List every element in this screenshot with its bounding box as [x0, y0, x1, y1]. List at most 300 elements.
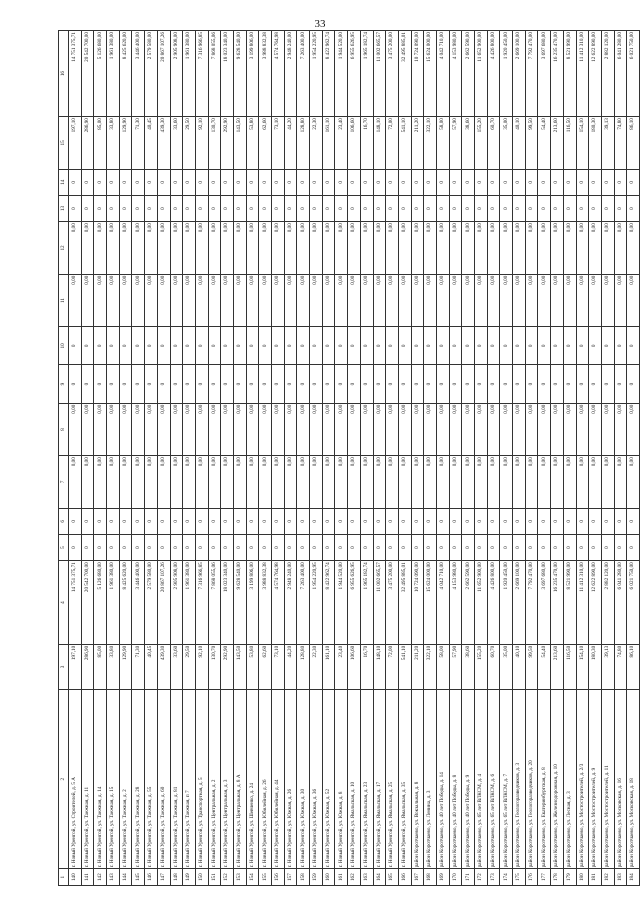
table-cell: 3 199 806,00	[246, 31, 259, 117]
table-cell: 0	[233, 195, 246, 221]
column-number: 14	[59, 169, 69, 195]
table-cell: 0,00	[627, 456, 640, 509]
table-cell: 0	[170, 169, 183, 195]
table-cell: 0	[525, 327, 538, 365]
table-cell: 0,00	[360, 456, 373, 509]
table-cell: 40,10	[513, 117, 526, 170]
table-cell: 2 948 240,00	[284, 31, 297, 117]
table-cell: 0	[538, 508, 551, 534]
table-cell: 8 422 962,74	[322, 31, 335, 117]
table-cell: 58,00	[436, 644, 449, 689]
table-cell: 0	[246, 195, 259, 221]
column-number: 15	[59, 117, 69, 170]
table-cell: 2 905 908,00	[170, 561, 183, 645]
column-number: 6	[59, 508, 69, 534]
table-cell: 0,00	[436, 274, 449, 327]
table-cell: 0,00	[373, 274, 386, 327]
table-cell: 74,80	[614, 117, 627, 170]
table-cell: 0,00	[551, 403, 564, 456]
table-cell: 180,30	[589, 644, 602, 689]
table-cell: 4 426 800,00	[487, 561, 500, 645]
table-row	[386, 31, 399, 886]
table-cell: 0,00	[310, 274, 323, 327]
table-cell: 40,45	[145, 644, 158, 689]
table-row	[284, 31, 297, 886]
table-cell: 0,00	[170, 222, 183, 275]
table-cell: 74,80	[614, 644, 627, 689]
table-cell: 151	[208, 869, 221, 886]
table-cell: 0	[69, 327, 82, 365]
table-cell: 0	[411, 169, 424, 195]
table-cell: 128,80	[297, 644, 310, 689]
table-cell: 0,00	[627, 403, 640, 456]
table-cell: 0	[424, 365, 437, 403]
table-cell: 0,00	[195, 403, 208, 456]
table-cell: 164	[373, 869, 386, 886]
table-cell: 0,00	[576, 403, 589, 456]
table-cell: 23,40	[335, 644, 348, 689]
table-cell: 0	[322, 195, 335, 221]
table-cell: 0	[360, 327, 373, 365]
table-cell: г. Новый Уренгой, ул. Южная, д. 30	[297, 690, 310, 869]
table-cell: 7 868 055,06	[208, 31, 221, 117]
table-cell: 85,00	[94, 644, 107, 689]
column-number: 11	[59, 274, 69, 327]
table-cell: район Коротчаево, ул. Лесная, д. 3	[563, 690, 576, 869]
table-cell: 60,70	[487, 644, 500, 689]
column-number: 3	[59, 644, 69, 689]
table-cell: 0,00	[538, 274, 551, 327]
table-cell: 292,90	[221, 644, 234, 689]
table-cell: 0	[449, 327, 462, 365]
table-cell: район Коротчаево, ул. Геологоразведчиков, д. 20	[525, 690, 538, 869]
table-cell: 145	[132, 869, 145, 886]
table-cell: 0,00	[525, 222, 538, 275]
table-cell: 0,00	[69, 403, 82, 456]
table-cell: 1 965 182,74	[360, 561, 373, 645]
table-cell: 0	[195, 534, 208, 560]
rotated-table-sheet	[58, 30, 636, 886]
table-cell: 211,20	[411, 117, 424, 170]
table-cell: 72,00	[386, 644, 399, 689]
table-cell: 146	[145, 869, 158, 886]
table-cell: 0,00	[272, 222, 285, 275]
table-cell: 6 955 626,95	[348, 31, 361, 117]
table-row	[627, 31, 640, 886]
table-row	[500, 31, 513, 886]
table-cell: 0,00	[563, 403, 576, 456]
table-cell: 0	[449, 508, 462, 534]
table-cell: 22,30	[310, 117, 323, 170]
table-cell: 16 235 470,00	[551, 561, 564, 645]
table-cell: 0	[107, 508, 120, 534]
table-cell: 174	[500, 869, 513, 886]
table-cell: 32 495 885,01	[398, 31, 411, 117]
table-cell: 0,00	[119, 222, 132, 275]
table-row	[462, 31, 475, 886]
table-cell: 0	[500, 169, 513, 195]
table-cell: 8 425 620,00	[119, 31, 132, 117]
table-cell: 0	[360, 169, 373, 195]
table-cell: 0	[195, 365, 208, 403]
table-cell: 0,00	[284, 403, 297, 456]
table-cell: район Коротчаево, ул. Мостостроителей, д. 2/3	[576, 690, 589, 869]
table-row	[208, 31, 221, 886]
table-cell: 0	[81, 365, 94, 403]
table-cell: 35,00	[500, 644, 513, 689]
table-cell: 0,00	[233, 456, 246, 509]
table-cell: 0	[272, 534, 285, 560]
table-cell: 2 669 100,00	[513, 561, 526, 645]
table-cell: 0,00	[411, 222, 424, 275]
table-cell: 0	[424, 327, 437, 365]
table-cell: 0	[500, 534, 513, 560]
table-cell: 0,00	[132, 403, 145, 456]
table-cell: 1 961 380,00	[183, 31, 196, 117]
table-cell: 8 425 620,00	[119, 561, 132, 645]
table-cell: 0,00	[475, 403, 488, 456]
table-cell: 5 126 680,00	[94, 31, 107, 117]
table-cell: 0	[398, 534, 411, 560]
table-cell: 11 002 665,57	[373, 31, 386, 117]
table-cell: 0	[436, 169, 449, 195]
table-cell: 0	[487, 508, 500, 534]
column-number: 9	[59, 365, 69, 403]
table-cell: 0,00	[500, 222, 513, 275]
table-cell: 0	[386, 169, 399, 195]
table-cell: 0	[94, 508, 107, 534]
table-cell: 0	[81, 534, 94, 560]
table-cell: г. Новый Уренгой, ул. Южная, д. 36	[310, 690, 323, 869]
table-cell: 2 579 580,00	[145, 561, 158, 645]
table-cell: район Коротчаево, ул. 65 лет ВЛКСМ, д. 6	[487, 690, 500, 869]
table-cell: 150	[195, 869, 208, 886]
table-row	[81, 31, 94, 886]
table-cell: 3 988 832,38	[259, 561, 272, 645]
table-cell: 155,20	[475, 117, 488, 170]
table-cell: 0	[297, 534, 310, 560]
table-cell: 0	[525, 508, 538, 534]
table-cell: район Коротчаево, ул. 40 лет Победы, д. 8	[449, 690, 462, 869]
table-cell: 9 628 540,00	[233, 31, 246, 117]
table-cell: 0	[576, 508, 589, 534]
table-row	[221, 31, 234, 886]
table-cell: 0,00	[195, 222, 208, 275]
table-row	[551, 31, 564, 886]
table-cell: 0,00	[132, 222, 145, 275]
table-cell: 0,00	[601, 222, 614, 275]
table-cell: 0	[221, 534, 234, 560]
table-cell: 286,90	[81, 644, 94, 689]
table-cell: 0	[475, 365, 488, 403]
table-cell: 0,00	[424, 403, 437, 456]
page-number: 33	[314, 18, 326, 30]
table-cell: 165	[386, 869, 399, 886]
table-cell: 0,00	[157, 403, 170, 456]
table-cell: 0	[475, 508, 488, 534]
table-cell: 0	[627, 327, 640, 365]
table-cell: 0	[284, 534, 297, 560]
table-cell: 0,00	[107, 274, 120, 327]
table-cell: 14 751 375,71	[69, 31, 82, 117]
table-row	[119, 31, 132, 886]
table-cell: 0,00	[601, 403, 614, 456]
table-cell: 0,00	[259, 456, 272, 509]
table-cell: 0	[246, 365, 259, 403]
table-cell: 0	[462, 327, 475, 365]
table-cell: 213,60	[551, 117, 564, 170]
table-cell: 0	[576, 169, 589, 195]
table-cell: 172	[475, 869, 488, 886]
table-cell: 0	[627, 534, 640, 560]
table-cell: 0	[513, 195, 526, 221]
table-cell: 0,00	[335, 274, 348, 327]
table-row	[436, 31, 449, 886]
table-cell: 0	[398, 169, 411, 195]
table-cell: 0	[94, 195, 107, 221]
table-cell: 0	[221, 195, 234, 221]
table-cell: 0	[398, 508, 411, 534]
table-cell: 0,00	[513, 403, 526, 456]
data-table	[58, 30, 640, 886]
table-cell: 57,90	[449, 117, 462, 170]
table-cell: 183	[614, 869, 627, 886]
table-cell: 0,00	[132, 456, 145, 509]
table-cell: г. Новый Уренгой, ул. Таежная, д. 14	[94, 690, 107, 869]
table-cell: 129,90	[119, 117, 132, 170]
table-cell: 0	[233, 365, 246, 403]
table-cell: 0,00	[170, 403, 183, 456]
table-cell: 0,00	[436, 456, 449, 509]
table-cell: 0,00	[589, 274, 602, 327]
table-cell: 167	[411, 869, 424, 886]
table-cell: 0	[538, 327, 551, 365]
table-cell: 0	[436, 365, 449, 403]
table-cell: 149	[183, 869, 196, 886]
table-cell: 0	[335, 327, 348, 365]
table-cell: 0,00	[525, 274, 538, 327]
table-cell: 0	[208, 169, 221, 195]
table-cell: 0	[284, 169, 297, 195]
table-cell: 0	[69, 508, 82, 534]
table-cell: 0	[107, 327, 120, 365]
table-cell: 143,50	[233, 117, 246, 170]
table-cell: 0	[348, 327, 361, 365]
table-header-row	[59, 31, 69, 886]
table-row	[335, 31, 348, 886]
table-cell: 23,40	[335, 117, 348, 170]
table-cell: 0,00	[297, 403, 310, 456]
table-cell: 0	[538, 534, 551, 560]
table-cell: 2 948 240,00	[284, 561, 297, 645]
table-cell: 0	[462, 195, 475, 221]
table-cell: 0	[233, 169, 246, 195]
table-cell: 0	[157, 534, 170, 560]
table-cell: 0	[259, 169, 272, 195]
table-cell: 0,00	[322, 403, 335, 456]
table-cell: 0,00	[195, 456, 208, 509]
table-cell: 0,00	[132, 274, 145, 327]
table-cell: 0,00	[436, 222, 449, 275]
table-row	[322, 31, 335, 886]
table-cell: 0	[246, 327, 259, 365]
table-cell: 0	[259, 195, 272, 221]
table-row	[246, 31, 259, 886]
table-cell: 0	[627, 508, 640, 534]
table-cell: 0,00	[538, 456, 551, 509]
table-row	[107, 31, 120, 886]
table-cell: 0	[119, 327, 132, 365]
table-cell: 18 023 340,00	[221, 561, 234, 645]
table-cell: 0,00	[145, 456, 158, 509]
table-cell: 0	[157, 365, 170, 403]
table-row	[424, 31, 437, 886]
table-cell: 6 021 750,00	[627, 561, 640, 645]
table-cell: 0	[373, 365, 386, 403]
table-cell: 85,00	[94, 117, 107, 170]
table-cell: г. Новый Уренгой, ул. Транспортная, д. 5	[195, 690, 208, 869]
table-cell: 0	[69, 169, 82, 195]
table-cell: 38,60	[462, 117, 475, 170]
table-cell: 0	[614, 508, 627, 534]
table-cell: 0	[500, 365, 513, 403]
table-cell: 0	[272, 365, 285, 403]
table-cell: 213,60	[551, 644, 564, 689]
table-cell: 0	[563, 508, 576, 534]
table-cell: 0	[373, 508, 386, 534]
table-cell: 148	[170, 869, 183, 886]
table-cell: 3 988 832,38	[259, 31, 272, 117]
table-cell: 0	[551, 169, 564, 195]
table-cell: 155,20	[475, 644, 488, 689]
table-cell: 0,00	[310, 403, 323, 456]
table-cell: 158	[297, 869, 310, 886]
table-cell: 0,00	[424, 222, 437, 275]
table-cell: 1 920 450,00	[500, 31, 513, 117]
table-cell: 7 792 470,00	[525, 31, 538, 117]
table-row	[576, 31, 589, 886]
table-cell: 0,00	[386, 456, 399, 509]
table-row	[563, 31, 576, 886]
table-cell: район Коротчаево, ул. Мостостроителей, д. 11	[601, 690, 614, 869]
column-number: 8	[59, 403, 69, 456]
table-cell: 0,00	[462, 222, 475, 275]
table-cell: 0	[94, 169, 107, 195]
table-cell: 0,00	[94, 456, 107, 509]
table-cell: 130,70	[208, 644, 221, 689]
table-cell: 0,00	[500, 456, 513, 509]
table-cell: 0	[145, 508, 158, 534]
table-cell: 5 126 680,00	[94, 561, 107, 645]
table-cell: 0,00	[500, 274, 513, 327]
table-cell: 0	[284, 327, 297, 365]
table-cell: 32 495 885,01	[398, 561, 411, 645]
table-cell: 0	[589, 327, 602, 365]
table-cell: 0	[322, 169, 335, 195]
table-cell: 1 965 182,74	[360, 31, 373, 117]
table-cell: 6 955 626,95	[348, 561, 361, 645]
table-cell: 0	[449, 195, 462, 221]
table-cell: 0,00	[360, 274, 373, 327]
table-cell: 0	[589, 534, 602, 560]
table-cell: 0,00	[145, 274, 158, 327]
table-cell: 1 961 380,00	[183, 561, 196, 645]
table-cell: 0,00	[589, 456, 602, 509]
table-cell: 0,00	[513, 456, 526, 509]
table-cell: 22,30	[310, 644, 323, 689]
table-cell: 0	[132, 195, 145, 221]
table-cell: 0	[145, 534, 158, 560]
table-cell: 0,00	[563, 456, 576, 509]
table-cell: 15 624 000,00	[424, 561, 437, 645]
table-cell: 0	[487, 534, 500, 560]
table-cell: 3 475 200,00	[386, 31, 399, 117]
table-cell: 0	[398, 365, 411, 403]
table-cell: 1 944 520,00	[335, 561, 348, 645]
table-cell: район Коротчаево, ул. Вокзальная, д. 8	[411, 690, 424, 869]
table-cell: 2 662 590,00	[462, 561, 475, 645]
table-cell: 6 021 750,00	[627, 31, 640, 117]
table-cell: 0	[297, 508, 310, 534]
table-cell: 0	[170, 534, 183, 560]
table-cell: 143,50	[233, 644, 246, 689]
table-cell: 0	[373, 327, 386, 365]
table-cell: 0	[310, 365, 323, 403]
table-cell: 0	[411, 365, 424, 403]
table-cell: 0	[107, 365, 120, 403]
table-cell: 0	[436, 195, 449, 221]
table-cell: 29,50	[183, 117, 196, 170]
table-cell: 179	[563, 869, 576, 886]
table-cell: 11 412 310,00	[576, 561, 589, 645]
table-cell: 0	[94, 534, 107, 560]
table-cell: 0,00	[284, 222, 297, 275]
table-cell: 0	[386, 534, 399, 560]
table-cell: 0	[551, 195, 564, 221]
table-cell: 0,00	[475, 456, 488, 509]
table-cell: 0	[614, 365, 627, 403]
table-cell: 0	[348, 169, 361, 195]
table-cell: 0	[246, 534, 259, 560]
table-cell: 181	[589, 869, 602, 886]
table-cell: 0	[170, 365, 183, 403]
table-cell: 0	[69, 195, 82, 221]
table-cell: 0	[601, 195, 614, 221]
table-cell: 0	[119, 365, 132, 403]
table-cell: г. Новый Уренгой, ул. Центральная, д. 2	[208, 690, 221, 869]
table-cell: 0	[208, 195, 221, 221]
table-cell: 0,00	[373, 222, 386, 275]
table-row	[94, 31, 107, 886]
table-cell: 0	[538, 195, 551, 221]
table-cell: 0	[132, 365, 145, 403]
table-cell: 0,00	[246, 403, 259, 456]
table-cell: 143	[107, 869, 120, 886]
table-cell: 0	[513, 327, 526, 365]
table-cell: 7 263 400,00	[297, 31, 310, 117]
table-cell: 0	[614, 169, 627, 195]
table-cell: район Коротчаево, ул. Геологоразведчиков, д. 3	[513, 690, 526, 869]
table-cell: 0	[208, 508, 221, 534]
table-cell: 0	[183, 534, 196, 560]
table-cell: 153	[233, 869, 246, 886]
table-cell: 0	[538, 365, 551, 403]
table-cell: 148,10	[373, 644, 386, 689]
table-row	[348, 31, 361, 886]
table-cell: 0,00	[259, 403, 272, 456]
table-row	[614, 31, 627, 886]
table-cell: 0	[233, 327, 246, 365]
